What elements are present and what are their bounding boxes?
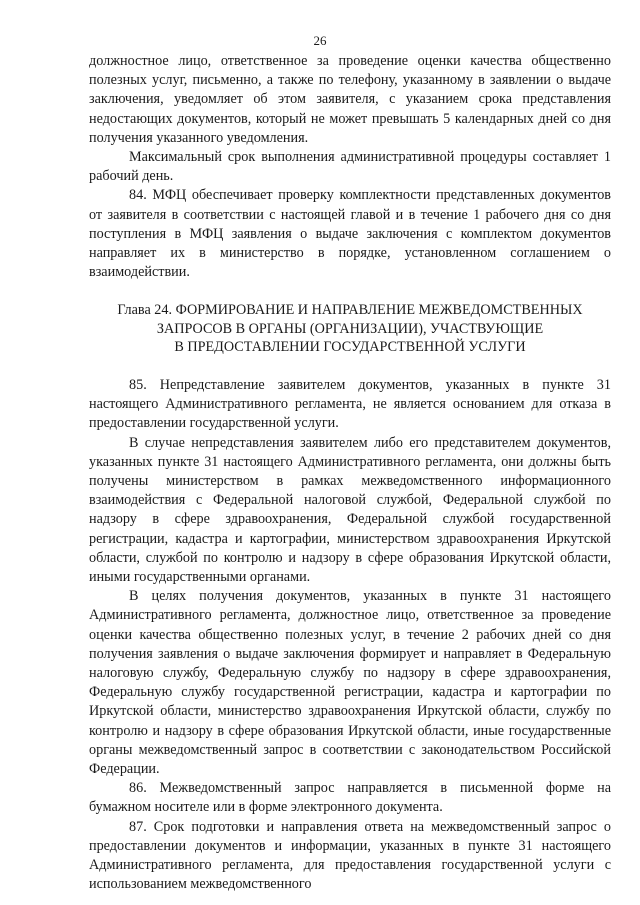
paragraph-86: 86. Межведомственный запрос направляется в письменной форме на бумажном носителе или в форме электронного документа. (89, 780, 611, 816)
paragraph-85: 85. Непредставление заявителем документов, указанных в пункте 31 настоящего Административного регламента, не является основанием для отказа в предоставлении государственной услуги. (89, 376, 611, 432)
document-body (89, 52, 611, 894)
chapter-heading (89, 301, 611, 357)
chapter-heading-line-2: ЗАПРОСОВ В ОРГАНЫ (ОРГАНИЗАЦИИ), УЧАСТВУЮЩИЕ (156, 320, 544, 337)
chapter-heading-line-3: В ПРЕДОСТАВЛЕНИИ ГОСУДАРСТВЕННОЙ УСЛУГИ (174, 339, 526, 356)
spacer (89, 357, 611, 376)
paragraph-continuation: должностное лицо, ответственное за проведение оценки качества общественно полезных услуг, письменно, а также по телефону, указанному в заявлении о выдаче заключения, уведомляет об этом заявителя, с указанием срока представления недостающих документов, который не может превышать 5 календарных дней со дня получения указанного уведомления. (89, 53, 611, 146)
paragraph-non-submission: В случае непредставления заявителем либо его представителем документов, указанных пункте 31 настоящего Административного регламента, они должны быть получены министерством в рамках межведомственного информационного взаимодействия с Федеральной налоговой службой, Федеральной службой по надзору в сфере здравоохранения, Федеральной службой государственной регистрации, кадастра и картографии, министерством здравоохранения Иркутской области, службой по контролю и надзору в сфере образования Иркутской области, иными государственными органами. (89, 434, 611, 585)
paragraph-max-term: Максимальный срок выполнения административной процедуры составляет 1 рабочий день. (89, 149, 611, 185)
paragraph-84: 84. МФЦ обеспечивает проверку комплектности представленных документов от заявителя в соответствии с настоящей главой и в течение 1 рабочего дня со дня поступления в МФЦ заявления о выдаче заключения с комплектом документов направляет их в министерство в порядке, установленном соглашением о взаимодействии. (89, 187, 611, 281)
chapter-heading-line-1: Глава 24. ФОРМИРОВАНИЕ И НАПРАВЛЕНИЕ МЕЖВЕДОМСТВЕННЫХ (117, 302, 583, 319)
paragraph-87: 87. Срок подготовки и направления ответа на межведомственный запрос о предоставлении документов и информации, указанных в пункте 31 настоящего Административного регламента, для предоставления государственной услуги с использованием межведомственного (89, 818, 611, 893)
spacer (89, 282, 611, 301)
paragraph-request-purpose: В целях получения документов, указанных в пункте 31 настоящего Административного регламента, должностное лицо, ответственное за проведение оценки качества общественно полезных услуг, в течение 2 рабочих дней со дня получения заявления о выдаче заключения формирует и направляет в Федеральную налоговую службу, Федеральную службу по надзору в сфере здравоохранения, Федеральную службу государственной регистрации, кадастра и картографии по Иркутской области, министерство здравоохранения Иркутской области, службу по контролю и надзору в сфере образования Иркутской области, иные государственные органы межведомственный запрос в соответствии с законодательством Российской Федерации. (89, 588, 611, 777)
page-number: 26 (313, 33, 327, 48)
